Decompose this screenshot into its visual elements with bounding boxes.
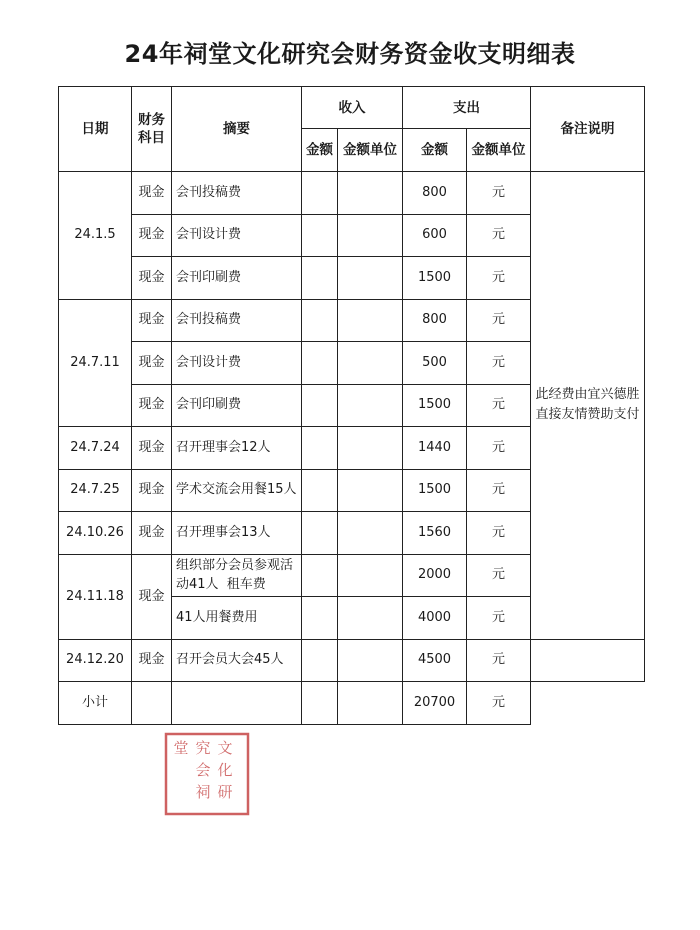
seal-glyph: 文 <box>217 739 233 757</box>
account-cell: 现金 <box>132 257 172 300</box>
date-cell: 24.7.24 <box>59 427 132 470</box>
account-cell: 现金 <box>132 554 172 639</box>
seal-glyph: 堂 <box>173 739 189 757</box>
header-remarks: 备注说明 <box>531 87 645 172</box>
account-cell: 现金 <box>132 639 172 682</box>
date-cell: 24.12.20 <box>59 639 132 682</box>
account-cell: 现金 <box>132 469 172 512</box>
expense-amount-cell: 1500 <box>403 257 467 300</box>
seal-glyph: 化 <box>217 761 233 779</box>
expense-unit-cell: 元 <box>467 384 531 427</box>
date-cell: 24.7.11 <box>59 299 132 427</box>
subtotal-unit: 元 <box>467 682 531 725</box>
summary-cell: 召开理事会12人 <box>172 427 302 470</box>
income-amount-cell <box>302 427 338 470</box>
expense-amount-cell: 800 <box>403 172 467 215</box>
summary-line-2: 动41人 租车费 <box>176 577 266 593</box>
income-amount-cell <box>302 597 338 640</box>
summary-line-1: 组织部分会员参观活 <box>176 558 294 574</box>
income-amount-cell <box>302 342 338 385</box>
expense-unit-cell: 元 <box>467 342 531 385</box>
header-expense-unit: 金额单位 <box>467 129 531 172</box>
header-income-amount: 金额 <box>302 129 338 172</box>
summary-cell: 召开会员大会45人 <box>172 639 302 682</box>
subtotal-label: 小计 <box>59 682 132 725</box>
income-unit-cell <box>338 384 403 427</box>
header-income-unit: 金额单位 <box>338 129 403 172</box>
account-cell: 现金 <box>132 427 172 470</box>
expense-amount-cell: 1440 <box>403 427 467 470</box>
expense-amount-cell: 1500 <box>403 384 467 427</box>
account-cell: 现金 <box>132 512 172 555</box>
income-unit-cell <box>338 299 403 342</box>
date-cell: 24.1.5 <box>59 172 132 300</box>
income-unit-cell <box>338 469 403 512</box>
summary-cell: 学术交流会用餐15人 <box>172 469 302 512</box>
header-summary: 摘要 <box>172 87 302 172</box>
income-unit-cell <box>338 342 403 385</box>
remark-line-1: 此经费由宜兴德胜 <box>535 387 640 403</box>
income-unit-cell <box>338 172 403 215</box>
summary-cell: 会刊投稿费 <box>172 172 302 215</box>
expense-amount-cell: 4000 <box>403 597 467 640</box>
summary-cell: 会刊印刷费 <box>172 257 302 300</box>
income-unit-cell <box>338 214 403 257</box>
account-cell: 现金 <box>132 384 172 427</box>
expense-unit-cell: 元 <box>467 257 531 300</box>
expense-unit-cell: 元 <box>467 172 531 215</box>
income-unit-cell <box>338 682 403 725</box>
remark-cell <box>531 172 645 640</box>
income-amount-cell <box>302 299 338 342</box>
expense-unit-cell: 元 <box>467 512 531 555</box>
summary-cell <box>172 682 302 725</box>
summary-cell: 召开理事会13人 <box>172 512 302 555</box>
income-unit-cell <box>338 512 403 555</box>
summary-cell: 会刊设计费 <box>172 342 302 385</box>
income-unit-cell <box>338 257 403 300</box>
date-cell: 24.11.18 <box>59 554 132 639</box>
expense-amount-cell: 800 <box>403 299 467 342</box>
seal-glyph: 究 <box>195 739 211 757</box>
date-cell: 24.7.25 <box>59 469 132 512</box>
expense-amount-cell: 1560 <box>403 512 467 555</box>
expense-amount-cell: 4500 <box>403 639 467 682</box>
blank-cell <box>531 682 645 725</box>
header-expense: 支出 <box>403 87 531 129</box>
date-cell: 24.10.26 <box>59 512 132 555</box>
expense-unit-cell: 元 <box>467 639 531 682</box>
summary-cell <box>172 554 302 597</box>
income-unit-cell <box>338 554 403 597</box>
income-amount-cell <box>302 469 338 512</box>
summary-cell: 会刊印刷费 <box>172 384 302 427</box>
header-account-text: 财务科目 <box>138 112 165 146</box>
expense-amount-cell: 1500 <box>403 469 467 512</box>
income-amount-cell <box>302 682 338 725</box>
official-seal <box>163 731 251 817</box>
income-amount-cell <box>302 172 338 215</box>
header-row-1 <box>59 87 645 129</box>
remark-empty-cell <box>531 639 645 682</box>
account-cell <box>132 682 172 725</box>
header-income: 收入 <box>302 87 403 129</box>
income-unit-cell <box>338 427 403 470</box>
seal-glyph: 祠 <box>195 783 211 801</box>
expense-unit-cell: 元 <box>467 554 531 597</box>
seal-glyph: 研 <box>217 783 233 801</box>
header-date: 日期 <box>59 87 132 172</box>
summary-cell: 41人用餐费用 <box>172 597 302 640</box>
finance-table <box>58 86 645 725</box>
expense-amount-cell: 2000 <box>403 554 467 597</box>
table-row <box>59 172 645 215</box>
seal-glyph: 会 <box>195 761 211 779</box>
income-unit-cell <box>338 639 403 682</box>
expense-unit-cell: 元 <box>467 214 531 257</box>
expense-unit-cell: 元 <box>467 427 531 470</box>
income-amount-cell <box>302 639 338 682</box>
account-cell: 现金 <box>132 214 172 257</box>
expense-unit-cell: 元 <box>467 299 531 342</box>
summary-cell: 会刊投稿费 <box>172 299 302 342</box>
income-unit-cell <box>338 597 403 640</box>
subtotal-row <box>59 682 645 725</box>
expense-unit-cell: 元 <box>467 597 531 640</box>
header-expense-amount: 金额 <box>403 129 467 172</box>
header-account <box>132 87 172 172</box>
expense-amount-cell: 500 <box>403 342 467 385</box>
subtotal-expense: 20700 <box>403 682 467 725</box>
income-amount-cell <box>302 384 338 427</box>
expense-amount-cell: 600 <box>403 214 467 257</box>
income-amount-cell <box>302 214 338 257</box>
remark-line-2: 直接友情赞助支付 <box>535 407 640 423</box>
income-amount-cell <box>302 257 338 300</box>
account-cell: 现金 <box>132 342 172 385</box>
document-title: 24年祠堂文化研究会财务资金收支明细表 <box>124 40 576 68</box>
summary-cell: 会刊设计费 <box>172 214 302 257</box>
income-amount-cell <box>302 554 338 597</box>
expense-unit-cell: 元 <box>467 469 531 512</box>
table-row <box>59 639 645 682</box>
account-cell: 现金 <box>132 172 172 215</box>
income-amount-cell <box>302 512 338 555</box>
account-cell: 现金 <box>132 299 172 342</box>
